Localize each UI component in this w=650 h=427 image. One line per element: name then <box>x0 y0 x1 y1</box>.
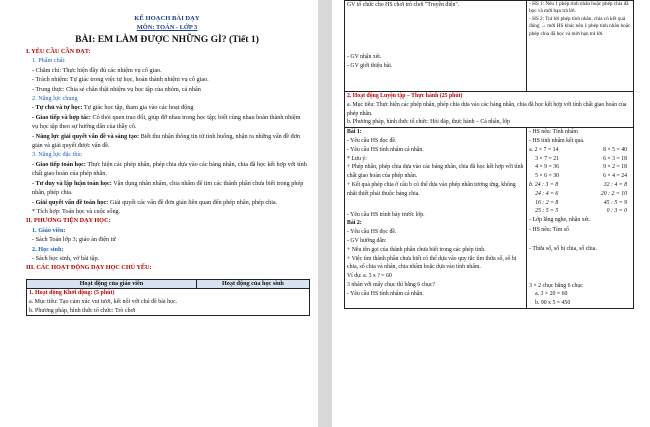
text-bold: - Tự chủ và tự học: <box>32 104 83 112</box>
calc-expression: 20 : 2 = 10 <box>600 190 627 197</box>
text-bold: - Giao tiếp và hợp tác: <box>32 113 91 121</box>
document-page-left <box>0 0 318 427</box>
text-line: - GV hướng dẫn: <box>347 237 387 244</box>
text-line: - Yêu cầu HS đọc đề. <box>347 137 397 144</box>
table-row <box>345 92 634 128</box>
text-line: - HS nêu: Tính nhẩm <box>529 129 578 136</box>
text-line: - Trung thực: Chia sẻ chân thật nhiệm vụ học tập của nhóm, cá nhân <box>32 85 201 93</box>
calc-expression: a. 2 × 7 = 14 <box>529 146 559 153</box>
text-line: 3 × 2 chục bằng 6 chục <box>529 282 583 289</box>
text-line: a. 3 × 20 = 60 <box>535 291 568 298</box>
text-normal: Thực hiện các phép nhân, phép chia dựa vào các bảng nhân, chia đã học kết hợp với tính chất giao hoán của phép nhân. <box>32 160 307 178</box>
subheading-qualities: 1. Phẩm chất: <box>32 57 66 65</box>
activities-table <box>26 279 310 316</box>
text-line: - Thừa số, số bị chia, số chia. <box>529 245 597 252</box>
section-heading-requirements: I. YÊU CẦU CẦN ĐẠT: <box>26 48 91 55</box>
calc-row <box>529 172 631 181</box>
calc-row <box>529 146 631 155</box>
text-line: b. Phương pháp, hình thức tổ chức: Hỏi đáp, thực hành – Cá nhân, lớp <box>347 119 510 126</box>
text-line: - HS nêu: Tìm số <box>529 226 569 233</box>
calc-expression: 16 : 2 = 8 <box>535 199 559 206</box>
table-header-students: Hoạt động của học sinh <box>196 279 309 289</box>
text-line: b. Phương pháp, hình thức tổ chức: Trò chơi <box>29 307 136 314</box>
text-bold: - Giao tiếp toán học: <box>32 160 86 168</box>
text-line: * Tích hợp: Toán học và cuộc sống. <box>32 207 121 215</box>
subheading-students: 2. Học sinh: <box>32 245 64 253</box>
section-heading-activities: III. CÁC HOẠT ĐỘNG DẠY HỌC CHỦ YẾU: <box>26 264 152 272</box>
exercise-title: Bài 2: <box>347 220 362 227</box>
calc-expression: 9 × 2 = 18 <box>603 164 627 171</box>
calc-expression: 6 × 4 = 24 <box>603 173 627 180</box>
text-line: b. 90 x 5 = 450 <box>535 300 571 307</box>
text-line: Ví dụ: a. 3 x ? = 60 <box>347 273 392 280</box>
text-normal: Biết thu nhận thông tin từ tình huống, nhận ra những vấn đề đơn giản và giải quyết được vấn đề. <box>32 132 301 150</box>
calc-row <box>529 199 631 208</box>
text-line <box>26 132 308 151</box>
lesson-title: BÀI: EM LÀM ĐƯỢC NHỮNG GÌ? (Tiết 1) <box>75 34 259 45</box>
text-line: - GV giới thiệu bài. <box>347 62 393 69</box>
text-bold: - Giải quyết vấn đề toán học: <box>32 198 109 206</box>
calc-expression: 45 : 5 = 9 <box>603 199 627 206</box>
table-cell-students <box>527 128 634 309</box>
text-line <box>26 113 308 132</box>
text-line <box>26 198 308 207</box>
text-bold: - Năng lực giải quyết vấn đề và sáng tạo: <box>32 132 140 140</box>
activities-table-continued <box>344 0 634 309</box>
text-line: - Yêu cầu HS tính nhẩm cá nhân. <box>347 290 424 297</box>
header-subject: MÔN: TOÁN - LỚP 3 <box>136 24 198 31</box>
text-line: + Việc tìm thành phần chưa biết có thể dựa vào quy tắc tìm thừa số, số bị chia, số chia và nhân, chia nhẩm hoặc dựa vào tính nhẩm. <box>347 255 517 271</box>
calc-expression: 5 × 6 = 30 <box>535 173 559 180</box>
text-line: - Sách học sinh, vở bài tập. <box>32 254 100 262</box>
text-line: + Nêu tên gọi của thành phần chưa biết trong các phép tính. <box>347 246 486 253</box>
table-header-teacher: Hoạt động của giáo viên <box>27 279 197 289</box>
calc-block-b <box>529 181 631 216</box>
calc-expression: 4 × 9 = 36 <box>535 164 559 171</box>
text-normal: Giải quyết các vấn đề đơn giản liên quan đến phép nhân, phép chia. <box>108 198 278 206</box>
calc-expression: 0 : 3 = 0 <box>606 208 627 215</box>
text-line: - GV nhận xét. <box>347 53 382 60</box>
text-line <box>26 179 308 198</box>
subheading-teacher: 1. Giáo viên: <box>32 226 66 234</box>
text-line <box>26 103 308 112</box>
text-line: - Lớp lắng nghe, nhận xét. <box>529 217 591 224</box>
text-line: GV tổ chức cho HS chơi trò chơi "Truyền điện". <box>347 2 460 8</box>
text-line: - HS 1: Nêu 1 phép tính nhân hoặc phép chia đã học và mời bạn trả lời. <box>529 1 629 15</box>
text-normal: Có thói quen trao đổi, giúp đỡ nhau trong học tập; biết cùng nhau hoàn thành nhiệm vụ học tập theo sự hướng dẫn của thầy cô. <box>32 113 301 131</box>
document-page-right <box>332 0 650 427</box>
subheading-general-competence: 2. Năng lực chung <box>32 95 78 103</box>
text-line: - Chăm chỉ: Thực hiện đầy đủ các nhiệm vụ cô giao. <box>32 66 162 74</box>
calc-row <box>529 207 631 216</box>
section-heading-materials: II. PHƯƠNG TIỆN DẠY HỌC: <box>26 217 111 225</box>
table-cell-teacher <box>345 128 527 309</box>
calc-expression: 6 × 3 = 18 <box>603 155 627 162</box>
text-line: - Trách nhiệm: Tự giác trong việc tự học, hoàn thành nhiệm vụ cô giao. <box>32 76 209 84</box>
activity-title: 1. Hoạt động Khởi động: (5 phút) <box>29 290 115 297</box>
calc-row <box>529 190 631 199</box>
text-line: - HS 2: Trả lời phép tính nhân, chia có kết quả đúng → mời HS khác nêu 1 phép tính nhân hoặc phép chia đã học và mời bạn trả lời. <box>529 15 631 37</box>
text-normal: Vận dụng nhân nhẩm, chia nhẩm để tìm các thành phần chưa biết trong phép nhân, phép chia. <box>32 179 304 197</box>
text-line: 3 nhân với mấy chục thì bằng 6 chục? <box>347 281 436 288</box>
calc-expression: 8 × 5 = 40 <box>603 146 627 153</box>
calc-row <box>529 155 631 164</box>
calc-row <box>529 163 631 172</box>
exercise-title: Bài 1: <box>347 129 362 136</box>
text-line: - Yêu cầu HS tính nhẩm cá nhân. <box>347 146 424 153</box>
table-cell-teacher <box>345 1 527 92</box>
text-line: - Yêu cầu HS trình bày trước lớp. <box>347 211 425 218</box>
text-line: * Lưu ý: <box>347 155 367 162</box>
calc-expression: 32 : 4 = 8 <box>603 181 627 188</box>
text-line: + Kết quả phép chia ở câu b có thể dựa vào phép nhân tương ứng, không nhất thiết phải thuộc bảng chia. <box>347 181 516 197</box>
calc-block-a <box>529 146 631 181</box>
table-cell-students <box>527 1 634 92</box>
text-line: a. Mục tiêu: Tạo cảm xúc vui tươi, kết nối với chủ đề bài học. <box>29 298 178 305</box>
calc-expression: 25 : 5 = 5 <box>535 208 559 215</box>
text-normal: Tự giác học tập, tham gia vào các hoạt động <box>82 104 194 112</box>
text-line: a. Mục tiêu: Thực hiện các phép nhân, phép chia dựa vào các bảng nhân, chia đã học kết hợp với tính chất giao hoán của phép nhân. <box>347 101 627 117</box>
table-row <box>27 289 310 316</box>
text-line <box>26 160 308 179</box>
text-line: - Sách Toán lớp 3; giáo án điện tử <box>32 236 116 244</box>
text-bold: - Tư duy và lập luận toán học: <box>32 179 112 187</box>
header-title: KẾ HOẠCH BÀI DẠY <box>134 15 200 22</box>
calc-expression: b. 24 : 3 = 8 <box>529 181 559 188</box>
subheading-specific-competence: 3. Năng lực đặc thù: <box>32 151 83 159</box>
text-line: - Yêu cầu HS đọc đề. <box>347 229 397 236</box>
calc-row <box>529 181 631 190</box>
text-line: - HS tính nhẩm kết quả. <box>529 137 585 144</box>
calc-expression: 24 : 4 = 6 <box>535 190 559 197</box>
text-line: + Phép nhân, phép chia dựa vào các bảng nhân, chia đã học kết hợp với tính chất giao hoán của phép nhân. <box>347 164 524 180</box>
calc-expression: 3 × 7 = 21 <box>535 155 559 162</box>
activity-title: 2. Hoạt động Luyện tập – Thực hành (25 phút) <box>347 93 463 99</box>
